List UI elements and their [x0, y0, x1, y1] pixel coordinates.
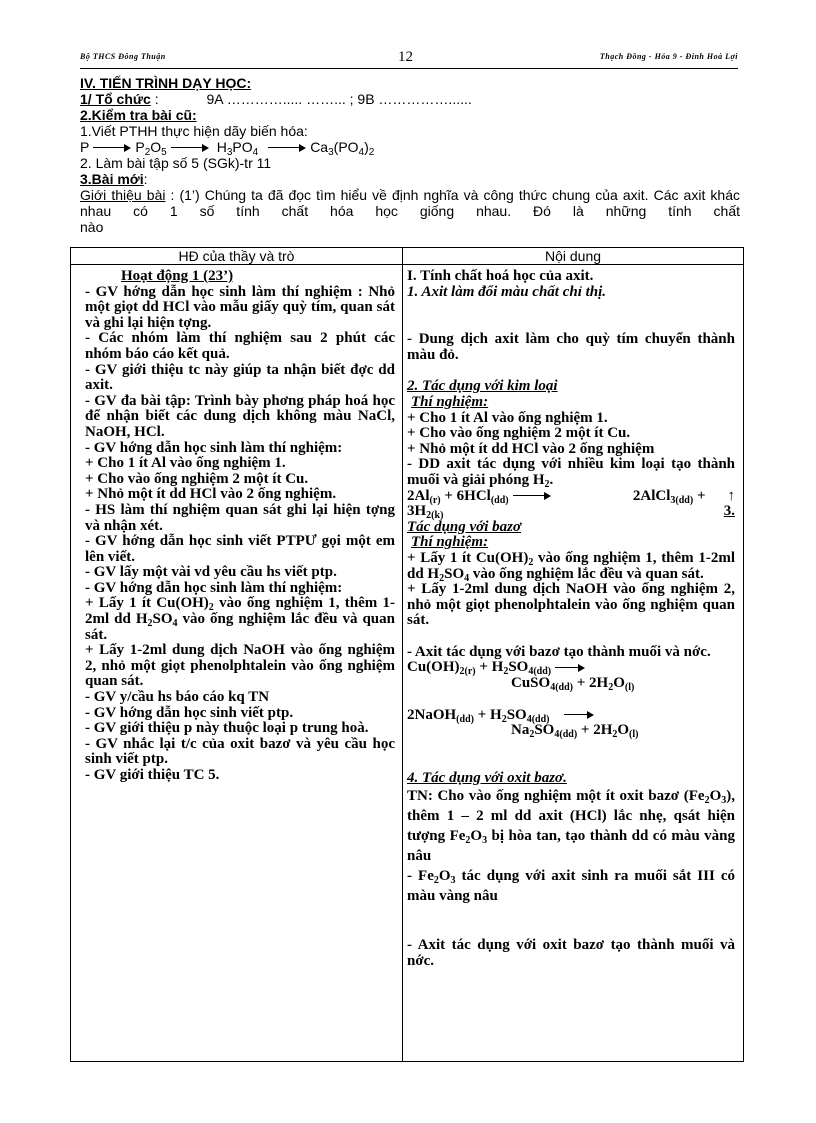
content-cell: I. Tính chất hoá học của axit. 1. Axit làm đổi màu chất chỉ thị. - Dung dịch axit làm cho quỳ tím chuyển thành màu đỏ. 2. Tác dụng với kim loại Thí nghiệm: + Cho 1 ít Al vào ống nghiệm 1. + Cho vào ống nghiệm 2 một ít Cu. + Nhỏ một ít dd HCl vào 2 ống nghiệm - DD axit tác dụng với nhiều kim loại tạo thành muối và giải phóng $H_2$. $2Al_{(r)} + 6HCl_{(dd)}$ 2AlCl$_{3(dd)}$ + ↑ $3H_{2(k)}$ 3. Tác dụng với bazơ Thí nghiệm: + Lấy 1 ít $Cu(OH)_2$ vào ống nghiệm 1, thêm 1-2ml dd $H_2SO_4$ vào ống nghiệm lắc đều và quan sát. + Lấy 1-2ml dung dịch NaOH vào ống nghiệm 2, nhỏ một giọt phenolphtalein vào ống nghiệm quan sát. - Axit tác dụng với bazơ tạo thành muối và nớc. $Cu(OH)_{2(r)} + H_2SO_{4(dd)}$ CuSO$_{4(dd)}$ + $2H_2O_{(l)}$ 2NaOH$_{(dd)}$ + $H_2SO_{4(dd)}$ $Na_2SO_{4(dd)} + 2H_2O_{(l)}$ 4. Tác dụng với oxit bazơ. TN: Cho vào ống nghiệm một ít oxit bazơ $(Fe_2O_3)$, thêm 1 – 2 ml dd axit (HCl) lắc nhẹ, qsát hiện tượng $Fe_2O_3$ bị hòa tan, tạo thành dd có màu vàng nâu - $Fe_2O_3$ tác dụng với axit sinh ra muối sắt III có màu vàng nâu - Axit tác dụng với oxit bazơ tạo thành muối và nớc. — [403, 265, 744, 1062]
subsection-2: 2. Tác dụng với kim loại — [407, 378, 558, 395]
arrow-icon — [171, 144, 209, 152]
list-item: - HS làm thí nghiệm quan sát ghi lại hiện tợng và nhận xét. — [85, 501, 395, 534]
equation-1: $2Al_{(r)} + 6HCl_{(dd)}$ 2AlCl$_{3(dd)}$ + ↑ — [407, 487, 735, 506]
header-right: Thạch Đồng - Hóa 9 - Đinh Hoà Lợi — [599, 52, 738, 61]
experiment-label: Thí nghiệm: — [411, 534, 489, 551]
header-rule — [80, 68, 738, 69]
equation-2: $Cu(OH)_{2(r)} + H_2SO_{4(dd)}$ CuSO$_{4(dd)}$ + $2H_2O_{(l)}$ — [407, 659, 635, 694]
old-lesson-title: 2.Kiểm tra bài cũ: — [80, 107, 197, 123]
org-label: 1/ Tổ chức — [80, 91, 151, 107]
experiment-label: Thí nghiệm: — [411, 393, 489, 410]
arrow-icon — [555, 664, 585, 672]
list-item: - GV hớng dẫn học sinh làm thí nghiệm: — [85, 439, 343, 456]
list-item: - Axit tác dụng với bazơ tạo thành muối và nớc. — [407, 643, 711, 660]
arrow-icon — [513, 492, 551, 500]
subsection-1: 1. Axit làm đổi màu chất chỉ thị. — [407, 283, 607, 300]
list-item: - GV hớng dẫn học sinh viết ptp. — [85, 704, 294, 721]
old-q1: 1.Viết PTHH thực hiện dãy biến hóa: — [80, 123, 308, 139]
col-content: Nội dung — [403, 248, 744, 265]
list-item: - GV lấy một vài vd yêu cầu hs viết ptp. — [85, 564, 337, 581]
content-heading: I. Tính chất hoá học của axit. — [407, 268, 594, 284]
list-item: + Nhỏ một ít dd HCl vào 2 ống nghiệm — [407, 440, 655, 457]
subsection-4: 4. Tác dụng với oxit bazơ. — [407, 769, 567, 786]
new-lesson-title: 3.Bài mới — [80, 171, 144, 187]
intro-tail: nào — [80, 219, 104, 235]
list-item: + Lấy 1-2ml dung dịch NaOH vào ống nghiệm 2, nhỏ một giọt phenolphtalein vào ống nghiệm quan sát. — [407, 581, 735, 629]
list-item: - GV giới thiệu TC 5. — [85, 767, 220, 783]
list-item: - Dung dịch axit làm cho quỳ tím chuyển thành màu đỏ. — [407, 331, 735, 363]
arrow-icon — [93, 144, 131, 152]
up-arrow-icon: ↑ — [727, 487, 735, 504]
reaction-chain: P $P_2O_5$ $H_3PO_4$ $Ca_3(PO_4)_2$ — [80, 139, 375, 158]
list-item: TN: Cho vào ống nghiệm một ít oxit bazơ $(Fe_2O_3)$, thêm 1 – 2 ml dd axit (HCl) lắc nhẹ, qsát hiện tượng $Fe_2O_3$ bị hòa tan, tạo thành dd có màu vàng nâu — [407, 788, 735, 865]
new-lesson-line: 3.Bài mới: — [80, 171, 148, 187]
table-header-row — [71, 248, 744, 265]
list-item: - GV hớng dẫn học sinh làm thí nghiệm : Nhỏ một giọt dd HCl vào mẫu giấy quỳ tím, quan sát và ghi lại hiện tợng. — [85, 283, 395, 331]
org-colon: : — [154, 91, 159, 107]
org-9a: 9A …………..... ……... — [206, 91, 346, 107]
intro-paragraph — [80, 187, 740, 219]
list-item: - GV hớng dẫn học sinh làm thí nghiệm: — [85, 579, 343, 596]
list-item: - GV y/cầu hs báo cáo kq TN — [85, 689, 270, 706]
arrow-icon — [564, 711, 594, 719]
org-9b: ; 9B ……………...... — [349, 91, 472, 107]
lesson-intro — [80, 75, 740, 235]
intro-label: Giới thiệu bài — [80, 187, 166, 203]
list-item: + Cho vào ống nghiệm 2 một ít Cu. — [85, 470, 309, 487]
list-item: + Lấy 1 ít $Cu(OH)_2$ vào ống nghiệm 1, thêm 1-2ml dd $H_2SO_4$ vào ống nghiệm lắc đều và quan sát. — [407, 549, 735, 584]
list-item: + Cho 1 ít Al vào ống nghiệm 1. — [407, 409, 608, 426]
activity-title: Hoạt động 1 (23’) — [121, 268, 234, 284]
list-item: + Cho 1 ít Al vào ống nghiệm 1. — [85, 455, 286, 472]
arrow-icon — [268, 144, 306, 152]
header-left: Bộ THCS Đông Thuận — [80, 52, 166, 61]
equation-3: 2NaOH$_{(dd)}$ + $H_2SO_{4(dd)}$ $Na_2SO_{4(dd)} + 2H_2O_{(l)}$ — [407, 706, 639, 741]
activities-cell — [71, 265, 403, 1062]
list-item: - GV đa bài tập: Trình bày phơng pháp hoá học để nhận biết các dung dịch không màu NaCl, NaOH, HCl. — [85, 392, 395, 440]
col-activities: HĐ của thầy và trò — [71, 248, 403, 265]
list-item: + Lấy 1-2ml dung dịch NaOH vào ống nghiệm 2, nhỏ một giọt phenolphtalein vào ống nghiệm quan sát. — [85, 642, 395, 690]
old-q2: 2. Làm bài tập số 5 (SGk)-tr 11 — [80, 155, 272, 171]
intro-text: : (1’) Chúng ta đã đọc tìm hiểu về định nghĩa và công thức chung của axit. Các axit khác nhau có 1 số tính chất hóa học giống nhau. Đó là những tính chất — [80, 187, 740, 219]
list-item: - DD axit tác dụng với nhiều kim loại tạo thành muối và giải phóng $H_2$. — [407, 456, 735, 490]
table-body-row — [71, 265, 744, 1062]
list-item: + Nhỏ một ít dd HCl vào 2 ống nghiệm. — [85, 486, 337, 503]
lesson-table — [70, 247, 744, 1062]
org-line — [80, 91, 740, 107]
list-item: - Axit tác dụng với oxit bazơ tạo thành muối và nớc. — [407, 937, 735, 970]
subsection-3: Tác dụng với bazơ — [407, 518, 522, 535]
list-item: + Cho vào ống nghiệm 2 một ít Cu. — [407, 425, 631, 442]
list-item: - GV giới thiệu p này thuộc loại p trung hoà. — [85, 720, 369, 737]
page-header — [80, 49, 738, 66]
section-title: IV. TIẾN TRÌNH DẠY HỌC: — [80, 75, 252, 91]
list-item: - GV nhắc lại t/c của oxit bazơ và yêu cầu học sinh viết ptp. — [85, 735, 395, 768]
list-item: - GV hớng dẫn học sinh viết PTPƯ gọi một em lên viết. — [85, 533, 395, 565]
list-item: - Các nhóm làm thí nghiệm sau 2 phút các nhóm báo cáo kết quả. — [85, 330, 395, 362]
page-number: 12 — [398, 49, 413, 65]
list-item: - GV giới thiệu tc này giúp ta nhận biết đợc dd axit. — [85, 361, 395, 394]
list-item: - $Fe_2O_3$ tác dụng với axit sinh ra muối sắt III có màu vàng nâu — [407, 868, 735, 905]
list-item: + Lấy 1 ít $Cu(OH)_2$ vào ống nghiệm 1, thêm 1-2ml dd $H_2SO_4$ vào ống nghiệm lắc đều và quan sát. — [85, 595, 395, 643]
